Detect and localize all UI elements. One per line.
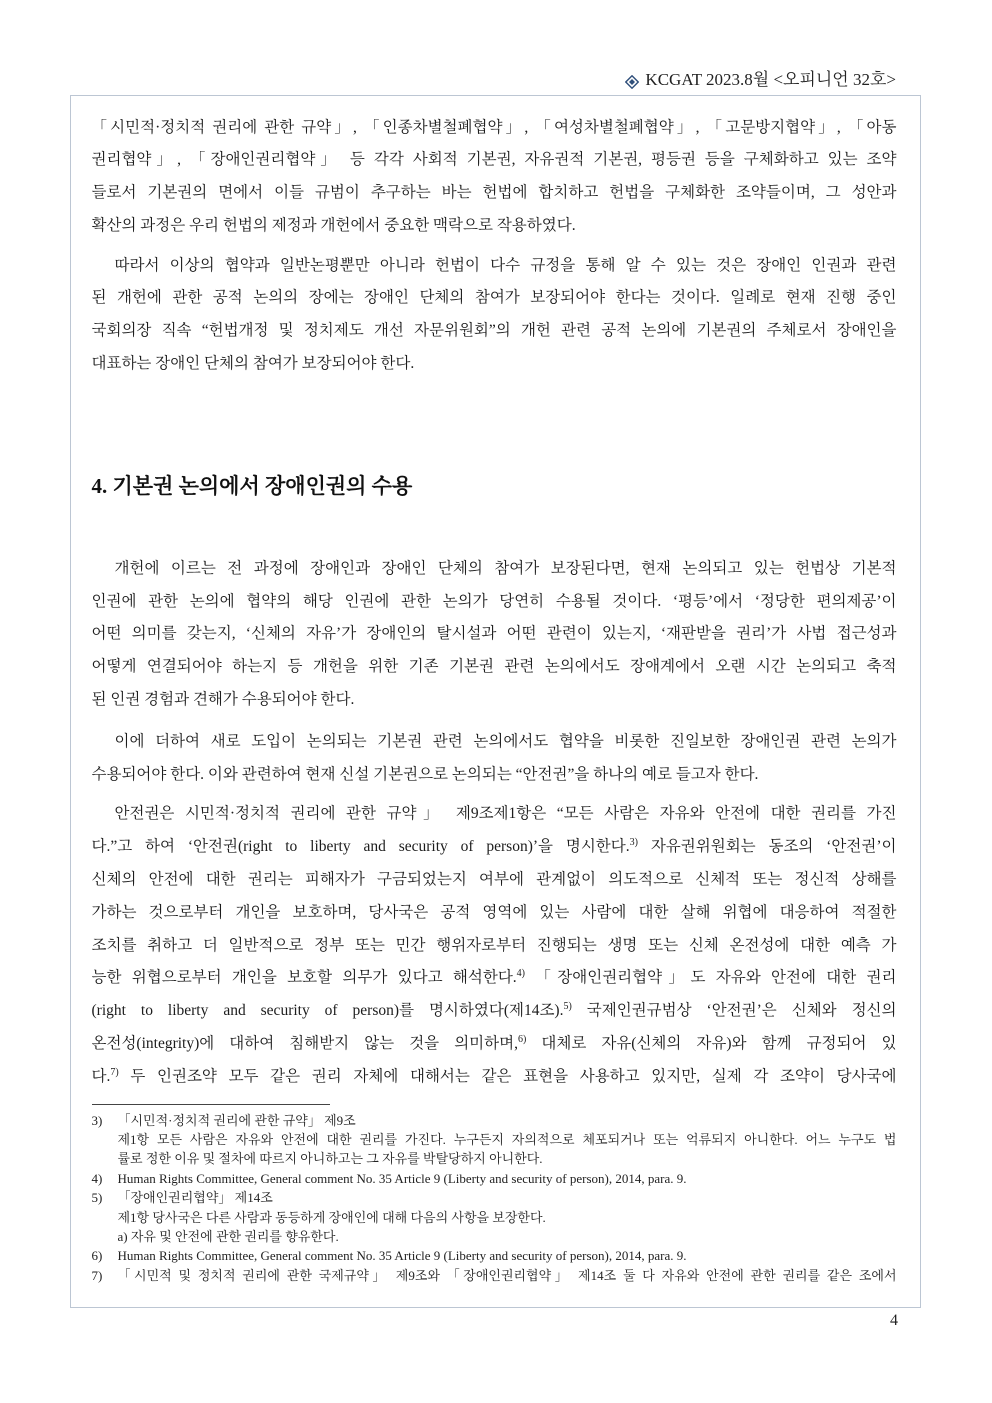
footnote [92, 1169, 897, 1188]
content-frame [70, 95, 921, 1308]
paragraph [92, 553, 897, 717]
text-line: 권리협약」, 「장애인권리협약」 등 각각 사회적 기본권, 자유권적 기본권, 평등권 등을 구체화하고 있는 조약 [91, 151, 897, 169]
text-line: 된 개헌에 관한 공적 논의의 장에는 장애인 단체의 참여가 보장되어야 한다는 것이다. 일례로 현재 진행 중인 [91, 289, 897, 307]
diamond-bullet-icon [625, 73, 639, 87]
footnote-marker: 4) [91, 1170, 103, 1186]
text-line: 국회의장 직속 “헌법개정 및 정치제도 개선 자문위원회”의 개헌 관련 공적 논의에 기본권의 주체로서 장애인을 [91, 322, 897, 340]
text-line [92, 1061, 897, 1094]
text-line: 확산의 과정은 우리 헌법의 제정과 개헌에서 중요한 맥락으로 작용하였다. [91, 216, 576, 234]
footnote-marker: 6) [91, 1248, 103, 1264]
footnote-separator [92, 1104, 330, 1105]
text-line [92, 1028, 897, 1061]
line-text: 두 인권조약 모두 같은 권리 자체에 대해서는 같은 표현을 사용하고 있지만, 실제 각 조약이 당사국에 [118, 1067, 897, 1085]
footnote-body [118, 1246, 897, 1265]
text-line: 어떤 의미를 갖는지, ‘신체의 자유’가 장애인의 탈시설과 어떤 관련이 있는지, ‘재판받을 권리’가 사법 접근성과 [91, 625, 897, 643]
text-line [92, 962, 897, 995]
footnote-line: Human Rights Committee, General comment No. 35 Article 9 (Liberty and security of person), 2014, para. 9. [117, 1170, 687, 1186]
footnote-body [118, 1169, 897, 1188]
text-line: 된 인권 경험과 견해가 수용되어야 한다. [91, 691, 355, 709]
footnote-marker: 7) [91, 1267, 103, 1283]
footnote-line: 률로 정한 이유 및 절차에 따르지 아니하고는 그 자유를 박탈당하지 아니한다. [117, 1151, 543, 1167]
text-line: 개헌에 이르는 전 과정에 장애인과 장애인 단체의 참여가 보장된다면, 현재 논의되고 있는 헌법상 기본적 [114, 559, 897, 577]
header-title: KCGAT 2023.8월 <오피니언 32호> [645, 70, 896, 89]
footnote-line: 「시민적·정치적 권리에 관한 규약」 제9조 [117, 1112, 356, 1128]
footnote [92, 1266, 897, 1285]
text-line: 가하는 것으로부터 개인을 보호하며, 당사국은 공적 영역에 있는 사람에 대한 살해 위협에 대응하여 적절한 [91, 903, 897, 921]
page-header [625, 69, 896, 91]
footnote-line: 「장애인권리협약」 제14조 [117, 1190, 273, 1206]
text-line: 대표하는 장애인 단체의 참여가 보장되어야 한다. [91, 355, 415, 373]
text-line: 들로서 기본권의 면에서 이들 규범이 추구하는 바는 헌법에 합치하고 헌법을 구체화한 조약들이며, 그 성안과 [91, 184, 897, 202]
text-line: 조치를 취하고 더 일반적으로 정부 또는 민간 행위자로부터 진행되는 생명 또는 신체 온전성에 대한 예측 가 [91, 936, 897, 954]
line-text: (right to liberty and security of person)를 명시하였다(제14조). [91, 1002, 564, 1020]
footnote-reference: 6) [517, 1034, 527, 1046]
line-text: 자유권위원회는 동조의 ‘안전권’이 [637, 838, 897, 856]
line-text: 능한 위협으로부터 개인을 보호할 의무가 있다고 해석한다. [91, 969, 517, 987]
line-text: 온전성(integrity)에 대하여 침해받지 않는 것을 의미하며, [91, 1035, 518, 1053]
footnote [92, 1188, 897, 1246]
text-line: 안전권은 시민적·정치적 권리에 관한 규약」 제9조제1항은 “모든 사람은 자유와 안전에 대한 권리를 가진 [114, 805, 897, 823]
footnote-line: 제1항 모든 사람은 자유와 안전에 대한 권리를 가진다. 누구든지 자의적으로 체포되거나 또는 억류되지 아니한다. 어느 누구도 법 [117, 1132, 897, 1148]
footnote [92, 1111, 897, 1169]
footnote-line: 「시민적 및 정치적 권리에 관한 국제규약」 제9조와 「장애인권리협약」 제14조 둘 다 자유와 안전에 관한 권리를 같은 조에서 [117, 1267, 897, 1283]
line-text: 국제인권규범상 ‘안전권’은 신체와 정신의 [571, 1002, 897, 1020]
line-text: 대체로 자유(신체의 자유)와 함께 규정되어 있 [526, 1035, 897, 1053]
footnote-marker: 3) [91, 1112, 103, 1128]
footnote-line: 제1항 당사국은 다른 사람과 동등하게 장애인에 대해 다음의 사항을 보장한다. [117, 1209, 546, 1225]
text-line: 신체의 안전에 대한 권리는 피해자가 구금되었는지 여부에 관계없이 의도적으로 신체적 또는 정신적 상해를 [91, 871, 897, 889]
paragraph [92, 250, 897, 381]
paragraph [92, 798, 897, 1093]
text-line [92, 995, 897, 1028]
text-line: 「시민적·정치적 권리에 관한 규약」, 「인종차별철폐협약」, 「여성차별철폐협약」, 「고문방지협약」, 「아동 [91, 118, 897, 136]
paragraph [92, 726, 897, 792]
footnote-reference: 4) [516, 968, 526, 980]
text-line [92, 831, 897, 864]
section-heading: 4. 기본권 논의에서 장애인권의 수용 [91, 473, 413, 498]
footnote-reference: 7) [110, 1066, 119, 1078]
line-text: 「장애인권리협약」도 자유와 안전에 대한 권리 [525, 969, 897, 987]
footnote-line: a) 자유 및 안전에 관한 권리를 향유한다. [117, 1228, 339, 1244]
text-line: 수용되어야 한다. 이와 관련하여 현재 신설 기본권으로 논의되는 “안전권”을 하나의 예로 들고자 한다. [91, 765, 759, 783]
footnote-reference: 3) [629, 837, 638, 849]
paragraph [92, 112, 897, 243]
footnote-body [118, 1266, 897, 1285]
text-line: 어떻게 연결되어야 하는지 등 개헌을 위한 기존 기본권 관련 논의에서도 장애계에서 오랜 시간 논의되고 축적 [91, 658, 897, 676]
footnote-marker: 5) [91, 1190, 103, 1206]
text-line: 이에 더하여 새로 도입이 논의되는 기본권 관련 논의에서도 협약을 비롯한 진일보한 장애인권 관련 논의가 [114, 732, 897, 750]
text-line: 따라서 이상의 협약과 일반논평뿐만 아니라 헌법이 다수 규정을 통해 알 수 있는 것은 장애인 인권과 관련 [114, 256, 897, 274]
line-text: 다. [91, 1067, 111, 1085]
page-content [92, 112, 897, 1286]
page-number: 4 [890, 1312, 898, 1329]
footnote-body [118, 1188, 897, 1246]
line-text: 다.”고 하여 ‘안전권(right to liberty and security of person)’을 명시한다. [91, 838, 630, 856]
footnote-reference: 5) [563, 1001, 572, 1013]
footnote-line: Human Rights Committee, General comment No. 35 Article 9 (Liberty and security of person), 2014, para. 9. [117, 1248, 687, 1264]
footnote [92, 1246, 897, 1265]
footnotes [92, 1111, 897, 1286]
footnote-body [118, 1111, 897, 1169]
text-line: 인권에 관한 논의에 협약의 해당 인권에 관한 논의가 당연히 수용될 것이다. ‘평등’에서 ‘정당한 편의제공’이 [91, 592, 897, 610]
